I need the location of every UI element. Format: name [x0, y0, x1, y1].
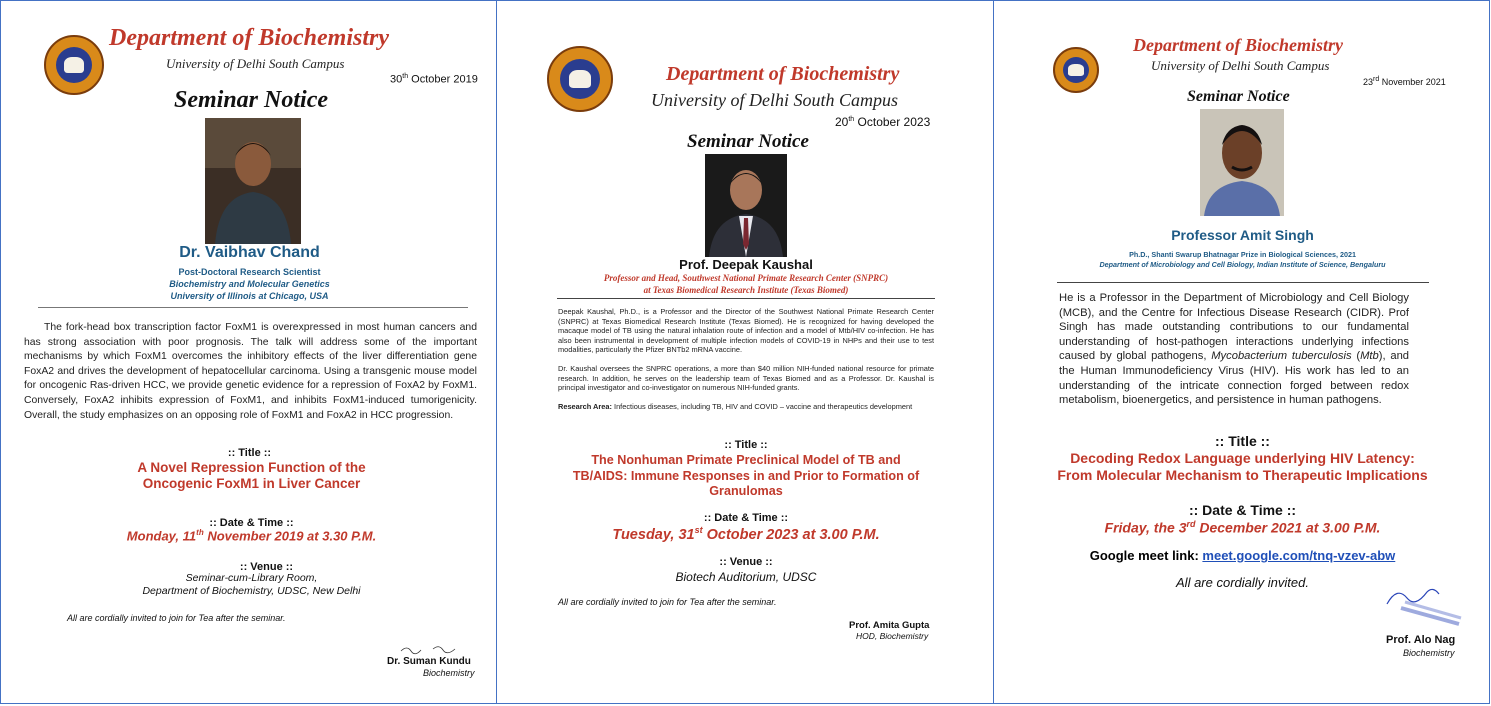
department-heading: Department of Biochemistry: [1133, 35, 1343, 55]
date-time-label: :: Date & Time ::: [703, 512, 789, 524]
university-seal-logo: [1053, 47, 1099, 93]
venue: Seminar-cum-Library Room, Department of Biochemistry, UDSC, New Delhi: [142, 572, 361, 597]
speaker-name: Dr. Vaibhav Chand: [179, 244, 320, 261]
signature-stamp-image: [1381, 578, 1465, 628]
seminar-title: A Novel Repression Function of the Oncogenic FoxM1 in Liver Cancer: [137, 460, 366, 491]
google-meet-link[interactable]: meet.google.com/tnq-vzev-abw: [1202, 548, 1396, 563]
notice-date: 30th October 2019: [390, 73, 478, 86]
notice-date: 23rd November 2021: [1363, 76, 1446, 87]
signatory-designation: Biochemistry: [423, 668, 475, 678]
invitation-note: All are cordially invited to join for Tea after the seminar.: [67, 613, 286, 623]
university-subheading: University of Delhi South Campus: [1151, 58, 1330, 73]
signatory-name: Prof. Alo Nag: [1386, 634, 1456, 646]
seminar-date-time: Friday, the 3rd December 2021 at 3.00 P.M.: [1104, 519, 1381, 536]
notice-panel-3: [993, 0, 1490, 704]
seminar-title: Decoding Redox Language underlying HIV Latency: From Molecular Mechanism to Therapeutic Implications: [1057, 450, 1428, 483]
seminar-date-time: Monday, 11th November 2019 at 3.30 P.M.: [126, 528, 377, 544]
department-heading: Department of Biochemistry: [109, 25, 389, 51]
venue: Biotech Auditorium, UDSC: [675, 570, 817, 584]
seminar-date-time: Tuesday, 31st October 2023 at 3.00 P.M.: [612, 525, 880, 543]
seminar-notice-heading: Seminar Notice: [174, 87, 328, 113]
department-heading: Department of Biochemistry: [666, 63, 900, 85]
university-seal-logo: [547, 46, 613, 112]
seminar-abstract: The fork-head box transcription factor FoxM1 is overexpressed in most human cancers and has strong association with poor prognosis. The talk will address some of the important mechanisms by which FoxM1 overcomes the inhibitory effects of the liver differentiation gene FoxA2 and drives the development of hepatocellular carcinoma. Using a transgenic mouse model for oncogenic Ras-driven HCC, we provide genetic evidence for a repression of FoxA2 by FoxM1. Conversely, FoxA2 inhibits expression of FoxM1, and inhibits FoxM1-induced tumorigenicity. Overall, the study emphasizes on an opposing role of FoxM1 and FoxA2 in HCC progression.: [24, 322, 477, 421]
notice-panel-2: [496, 0, 994, 704]
speaker-photo: [1200, 109, 1284, 216]
speaker-bio: Deepak Kaushal, Ph.D., is a Professor and the Director of the Southwest National Primate Research Center (SNPRC) at Texas Biomedical Research Institute (Texas Biomed). He is recognized for having developed the macaque model of TB using the natural inhalation route of infection and a model of Mtb/HIV co-infection. He has also been instrumental in development of multiple infection models of COVID-19 in NHPs and their use to test modalities, particularly the Pfizer BNTb2 mRNA vaccine. Dr. Kaushal oversees the SNPRC operations, a more than $40 million NIH-funded national resource for primate research. In addition, he serves on the leadership team of Texas Biomed and as a Professor. Dr. Kaushal is principal investigator and co-investigator on numerous NIH-funded grants. Research Area: Infectious diseases, including TB, HIV and COVID – vaccine and therapeutics development: [558, 307, 934, 411]
university-subheading: University of Delhi South Campus: [166, 56, 345, 71]
speaker-photo: [705, 154, 787, 257]
notice-date: 20th October 2023: [835, 115, 931, 129]
divider: [1057, 282, 1429, 283]
signatory-name: Dr. Suman Kundu: [387, 656, 471, 667]
invitation-note: All are cordially invited to join for Tea after the seminar.: [558, 597, 777, 607]
university-seal-logo: [44, 35, 104, 95]
date-time-label: :: Date & Time ::: [1188, 502, 1297, 518]
speaker-bio: He is a Professor in the Department of Microbiology and Cell Biology (MCB), and the Centre for Infectious Disease Research (CIDR). Prof Singh has made outstanding contributions to our fundamental understanding of host-pathogen interactions underlying infections caused by global pathogens, Mycobacterium tuberculosis (Mtb), and the Human Immunodeficiency Virus (HIV). His work has led to an understanding of the intricate connection forged between redox metabolism, bioenergetics, and persistence in human pathogens.: [1059, 292, 1410, 407]
meet-link-line: Google meet link: meet.google.com/tnq-vzev-abw: [1089, 548, 1396, 563]
seminar-title: The Nonhuman Primate Preclinical Model of TB and TB/AIDS: Immune Responses in and Prior to Formation of Granulomas: [572, 453, 920, 498]
seminar-notice-heading: Seminar Notice: [687, 131, 809, 152]
invitation-note: All are cordially invited.: [1176, 575, 1309, 590]
speaker-affiliation: Professor and Head, Southwest National Primate Research Center (SNPRC) at Texas Biomedical Research Institute (Texas Biomed): [603, 273, 889, 295]
signatory-name: Prof. Amita Gupta: [849, 620, 930, 631]
speaker-photo: [205, 118, 301, 244]
title-label: :: Title ::: [227, 447, 272, 459]
venue-label: :: Venue ::: [239, 561, 294, 573]
speaker-name: Professor Amit Singh: [1171, 227, 1314, 243]
divider: [38, 307, 468, 308]
signatory-designation: Biochemistry: [1403, 648, 1455, 658]
notice-panel-1: [0, 0, 497, 704]
university-subheading: University of Delhi South Campus: [651, 90, 898, 110]
speaker-affiliation: Ph.D., Shanti Swarup Bhatnagar Prize in Biological Sciences, 2021 Department of Microbiology and Cell Biology, Indian Institute of Science, Bengaluru: [1099, 250, 1386, 269]
divider: [557, 298, 935, 299]
venue-label: :: Venue ::: [719, 556, 773, 568]
seminar-notice-heading: Seminar Notice: [1187, 88, 1290, 105]
date-time-label: :: Date & Time ::: [209, 517, 294, 529]
speaker-affiliation: Post-Doctoral Research Scientist Biochemistry and Molecular Genetics University of Illinois at Chicago, USA: [169, 267, 330, 301]
signatory-designation: HOD, Biochemistry: [856, 631, 929, 641]
speaker-name: Prof. Deepak Kaushal: [679, 257, 813, 272]
title-label: :: Title ::: [1215, 433, 1270, 449]
signature-image: [399, 642, 459, 654]
title-label: :: Title ::: [724, 439, 768, 451]
